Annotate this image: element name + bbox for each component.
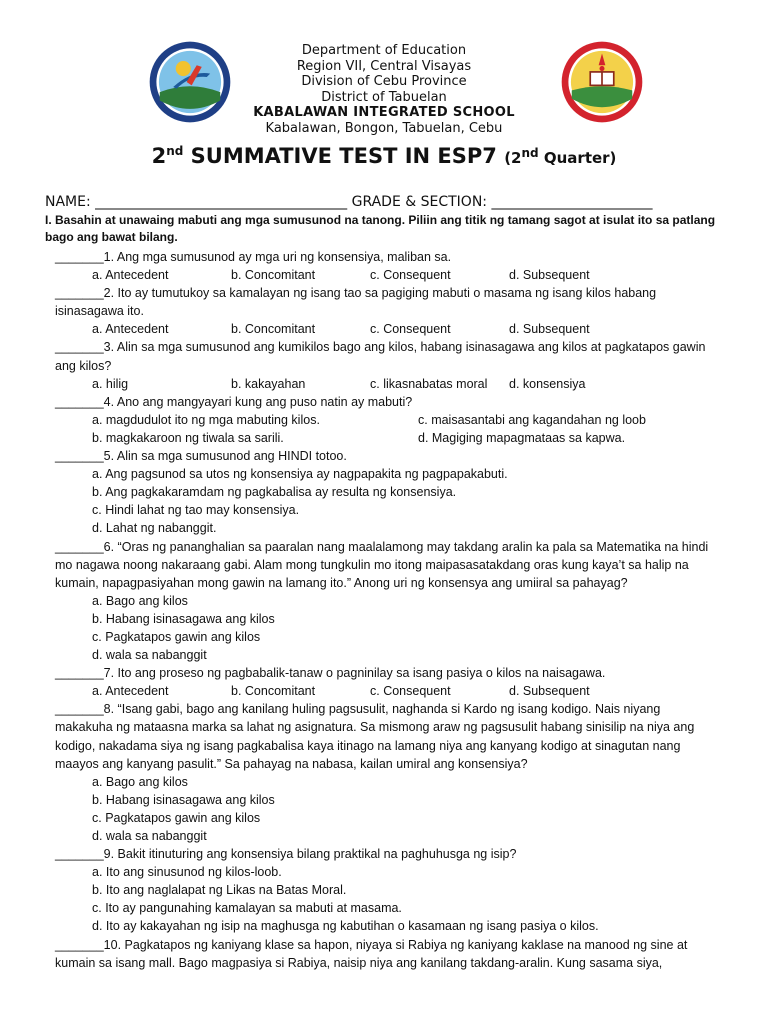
question-6: _______6. “Oras ng pananghalian sa paaralan nang maalalamong may takdang aralin ka pala sa Matematika na hindi mo nagawa noong nakaraang gabi. Alam mong tungkulin mo itong maipasasatakdang oras kung kaya’t sa halip na kumain, napagpasiyahan mong gawin na lamang ito.” Anong uri ng konsensya ang umiiral sa pahayag? (55, 539, 709, 590)
option: d. Magiging mapagmataas sa kapwa. (418, 430, 626, 445)
question-1: _______1. Ang mga sumusunod ay mga uri ng konsensiya, maliban sa. (55, 250, 452, 264)
option: a. Ang pagsunod sa utos ng konsensiya ay nagpapakita ng pagpapakabuti. (92, 467, 508, 482)
header-school-name: KABALAWAN INTEGRATED SCHOOL (253, 105, 515, 121)
question-9-options (55, 863, 715, 935)
question-2: _______2. Ito ay tumutukoy sa kamalayan ng isang tao sa pagiging mabuti o masama ng isang kilos habang isinasagawa ito. (55, 286, 657, 319)
option: b. Habang isinasagawa ang kilos (92, 792, 275, 807)
option: b. Ito ang naglalapat ng Likas na Batas Moral. (92, 883, 347, 898)
question-1-options (55, 266, 715, 284)
option: c. Consequent (370, 268, 451, 283)
option: c. Pagkatapos gawin ang kilos (92, 810, 261, 825)
question-6-options (55, 592, 715, 664)
option: d. Subsequent (509, 268, 590, 283)
option: a. Bago ang kilos (92, 774, 188, 789)
option: b. Concomitant (231, 268, 316, 283)
option: d. konsensiya (509, 376, 586, 391)
question-10: _______10. Pagkatapos ng kaniyang klase sa hapon, niyaya si Rabiya ng kaniyang kaklase na manood ng sine at kumain sa isang mall. Bago magpasiya si Rabiya, naisip niya ang kanilang takdang-aralin. Kung sasama siya, (55, 937, 688, 970)
option: c. Consequent (370, 684, 451, 699)
option: d. wala sa nabanggit (92, 648, 207, 663)
option: b. Habang isinasagawa ang kilos (92, 611, 275, 626)
question-7-options (55, 682, 715, 700)
option: a. Antecedent (92, 322, 169, 337)
question-list (55, 248, 715, 972)
header-department: Department of Education (301, 43, 467, 58)
question-8-options (55, 773, 715, 845)
option: c. Consequent (370, 322, 451, 337)
option: c. Ito ay pangunahing kamalayan sa mabuti at masama. (92, 901, 402, 916)
question-2-options (55, 320, 715, 338)
option: d. Ito ay kakayahan ng isip na maghusga ng kabutihan o kasamaan ng isang pasiya o kilos. (92, 919, 599, 934)
option: c. Hindi lahat ng tao may konsensiya. (92, 503, 300, 518)
option: d. wala sa nabanggit (92, 829, 207, 843)
option: c. maisasantabi ang kagandahan ng loob (418, 412, 646, 427)
header-address: Kabalawan, Bongon, Tabuelan, Cebu (265, 120, 503, 136)
document-header (0, 43, 768, 137)
option: a. Ito ang sinusunod ng kilos-loob. (92, 865, 282, 880)
question-3: _______3. Alin sa mga sumusunod ang kumikilos bago ang kilos, habang isinasagawa ang kilos at pagkatapos gawin ang kilos? (55, 340, 706, 373)
header-region: Region VII, Central Visayas (296, 58, 472, 74)
option: b. magkakaroon ng tiwala sa sarili. (92, 430, 284, 445)
option: b. Ang pagkakaramdam ng pagkabalisa ay resulta ng konsensiya. (92, 485, 457, 500)
question-3-options (55, 375, 715, 393)
test-title: 2nd SUMMATIVE TEST IN ESP7 (2nd Quarter) (151, 144, 617, 168)
question-8: _______8. “Isang gabi, bago ang kanilang huling pagsusulit, naghanda si Kardo ng isang kodigo. Nais niyang makakuha ng mataasna marka sa lahat ng asignatura. Sa mismong araw ng pagsusulit habang sinisilip na niya ang kodigo, nakadama siya ng isang pagkabalisa kaya itinago na lamang niya ang kanyang kodigo at sinagutan nang maayos ang kanyang pasulit.” Sa pahayag na nabasa, kailan umiral ang konsensiya? (55, 702, 695, 771)
question-5: _______5. Alin sa mga sumusunod ang HINDI totoo. (55, 449, 347, 464)
question-5-options (55, 465, 715, 537)
option: c. likasnabatas moral (370, 376, 488, 391)
option: b. Concomitant (231, 684, 316, 699)
question-4: _______4. Ano ang mangyayari kung ang puso natin ay mabuti? (55, 394, 413, 409)
option: d. Subsequent (509, 684, 590, 699)
option: c. Pagkatapos gawin ang kilos (92, 629, 261, 644)
option: a. Antecedent (92, 684, 169, 699)
option: b. Concomitant (231, 322, 316, 337)
option: a. hilig (92, 376, 129, 391)
option: b. kakayahan (231, 376, 306, 391)
option: a. magdudulot ito ng mga mabuting kilos. (92, 412, 320, 427)
question-7: _______7. Ito ang proseso ng pagbabalik-tanaw o pagninilay sa isang pasiya o kilos na naisagawa. (55, 666, 606, 681)
name-grade-section-line: NAME: ____________________________________ GRADE & SECTION: _______________________ (45, 194, 653, 210)
instructions: I. Basahin at unawaing mabuti ang mga sumusunod na tanong. Piliin ang titik ng tamang sagot at isulat ito sa patlang bago ang bawat bilang. (45, 213, 716, 244)
option: d. Lahat ng nabanggit. (92, 521, 217, 536)
question-9: _______9. Bakit itinuturing ang konsensiya bilang praktikal na paghuhusga ng isip? (55, 847, 517, 862)
option: a. Antecedent (92, 268, 169, 283)
header-district: District of Tabuelan (321, 89, 447, 105)
question-4-options (55, 411, 715, 447)
header-division: Division of Cebu Province (301, 74, 467, 90)
option: a. Bago ang kilos (92, 593, 188, 608)
option: d. Subsequent (509, 322, 590, 337)
